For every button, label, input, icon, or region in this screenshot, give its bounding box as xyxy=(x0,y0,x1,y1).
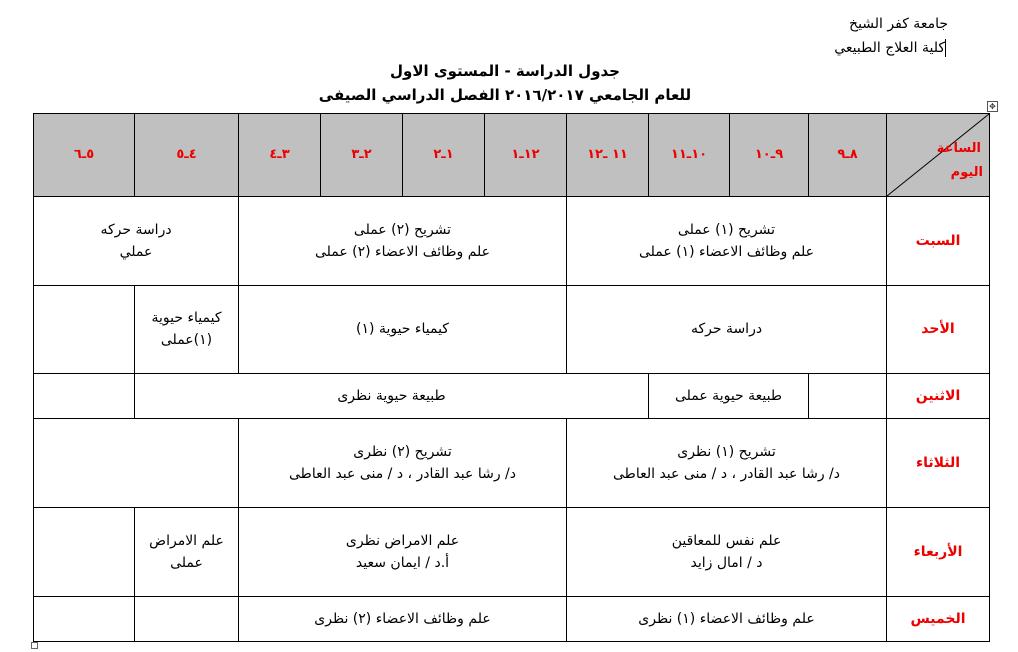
course-title: تشريح (٢) نظرى xyxy=(353,444,452,461)
course-cell xyxy=(135,508,239,597)
empty-cell xyxy=(135,596,239,641)
course-title: طبيعة حيوية عملى xyxy=(674,388,783,405)
course-title: كيمياء حيوية xyxy=(151,310,222,327)
time-slot-header: ١٠ـ١١ xyxy=(649,114,730,197)
course-cell xyxy=(135,374,649,419)
time-slot-header: ٤ـ٥ xyxy=(135,114,239,197)
course-title: علم وظائف الاعضاء (١) نظرى xyxy=(638,610,815,627)
time-slot-header: ٣ـ٤ xyxy=(239,114,321,197)
empty-cell xyxy=(34,419,239,508)
course-cell xyxy=(567,285,887,374)
hour-label: الساعة xyxy=(936,141,981,156)
time-slot-header: ١١ ـ١٢ xyxy=(567,114,649,197)
course-title: تشريح (١) عملى xyxy=(677,221,776,238)
faculty-name: كلية العلاج الطبيعي xyxy=(834,40,945,56)
university-name: جامعة كفر الشيخ xyxy=(849,16,948,32)
course-detail: عملى xyxy=(170,554,203,571)
course-cell xyxy=(649,374,809,419)
course-cell xyxy=(239,419,567,508)
course-detail: د/ رشا عبد القادر ، د / منى عبد العاطى xyxy=(289,466,516,483)
course-cell xyxy=(135,285,239,374)
course-cell xyxy=(567,596,887,641)
time-slot-header: ٢ـ٣ xyxy=(321,114,403,197)
course-title: علم نفس للمعاقين xyxy=(671,532,782,549)
course-title: دراسة حركه xyxy=(690,321,763,338)
course-cell xyxy=(34,197,239,286)
table-move-handle-icon[interactable]: ✥ xyxy=(987,101,998,112)
course-title: تشريح (٢) عملى xyxy=(353,221,452,238)
time-slot-header: ٥ـ٦ xyxy=(34,114,135,197)
schedule-table xyxy=(33,113,990,642)
day-row xyxy=(34,374,990,419)
day-row xyxy=(34,285,990,374)
document-header xyxy=(834,12,948,60)
course-cell xyxy=(239,285,567,374)
header-row xyxy=(34,114,990,197)
course-detail: علم وظائف الاعضاء (١) عملى xyxy=(638,243,815,260)
day-row xyxy=(34,419,990,508)
day-row xyxy=(34,508,990,597)
schedule-subtitle: للعام الجامعي ٢٠١٦/٢٠١٧ الفصل الدراسي الصيفى xyxy=(318,86,692,104)
time-slot-header: ١٢ـ١ xyxy=(485,114,567,197)
time-slot-header: ٩ـ١٠ xyxy=(730,114,809,197)
empty-cell xyxy=(34,374,135,419)
course-cell xyxy=(239,508,567,597)
course-detail: د / امال زايد xyxy=(690,554,763,571)
day-name: الأحد xyxy=(887,285,990,374)
course-title: تشريح (١) نظرى xyxy=(677,444,776,461)
empty-cell xyxy=(34,596,135,641)
course-detail: عملي xyxy=(119,243,153,260)
course-title: علم الامراض xyxy=(149,532,224,549)
course-cell xyxy=(567,419,887,508)
time-slot-header: ١ـ٢ xyxy=(403,114,485,197)
day-row xyxy=(34,596,990,641)
course-detail: أ.د / ايمان سعيد xyxy=(355,554,450,571)
course-cell xyxy=(567,197,887,286)
course-detail: د/ رشا عبد القادر ، د / منى عبد العاطى xyxy=(613,466,840,483)
day-name: السبت xyxy=(887,197,990,286)
course-title: دراسة حركه xyxy=(100,221,172,238)
empty-cell xyxy=(809,374,887,419)
course-title: علم الامراض نظرى xyxy=(345,532,460,549)
course-title: طبيعة حيوية نظرى xyxy=(337,388,446,405)
day-name: الأربعاء xyxy=(887,508,990,597)
day-label: اليوم xyxy=(950,165,983,180)
empty-cell xyxy=(34,285,135,374)
schedule-title: جدول الدراسة - المستوى الاول xyxy=(389,62,620,80)
course-cell xyxy=(239,596,567,641)
corner-cell xyxy=(887,114,990,197)
course-cell xyxy=(239,197,567,286)
day-name: الخميس xyxy=(887,596,990,641)
empty-cell xyxy=(34,508,135,597)
course-detail: علم وظائف الاعضاء (٢) عملى xyxy=(314,243,491,260)
time-slot-header: ٨ـ٩ xyxy=(809,114,887,197)
day-name: الاثنين xyxy=(887,374,990,419)
course-detail: (١)عملى xyxy=(160,332,213,349)
course-cell xyxy=(567,508,887,597)
table-end-marker-icon xyxy=(31,642,38,649)
course-title: علم وظائف الاعضاء (٢) نظرى xyxy=(314,610,491,627)
text-cursor xyxy=(945,39,946,57)
day-row xyxy=(34,197,990,286)
day-name: الثلاثاء xyxy=(887,419,990,508)
course-title: كيمياء حيوية (١) xyxy=(356,321,449,338)
